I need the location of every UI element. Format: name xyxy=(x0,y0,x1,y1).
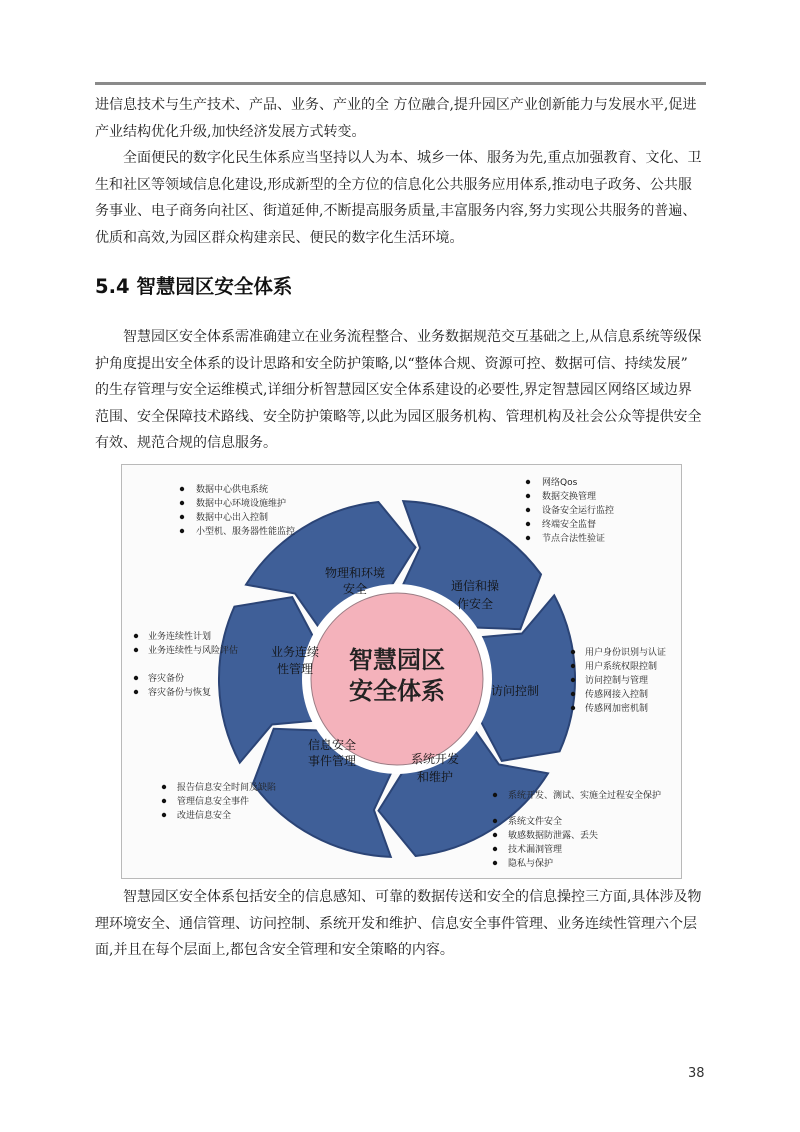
text-line: 范围、安全保障技术路线、安全防护策略等,以此为园区服务机构、管理机构及社会公众等提供安全 xyxy=(95,408,702,425)
section-heading: 5.4 智慧园区安全体系 xyxy=(95,275,293,298)
list-item: 容灾备份与恢复 xyxy=(148,688,212,698)
list-item: 容灾备份 xyxy=(148,674,185,684)
text-line: 务事业、电子商务向社区、街道延伸,不断提高服务质量,丰富服务内容,努力实现公共服务的普遍、 xyxy=(95,203,697,219)
segment-label-continuity: 性管理 xyxy=(276,662,314,676)
segment-label-development: 系统开发 xyxy=(410,752,460,766)
list-item: 业务连续性计划 xyxy=(148,632,212,642)
list-access xyxy=(571,646,666,714)
list-item: 敏感数据防泄露、丢失 xyxy=(508,831,599,841)
list-item: 隐私与保护 xyxy=(508,859,554,869)
center-title-line: 智慧园区 xyxy=(349,646,445,674)
text-line: 智慧园区安全体系需准确建立在业务流程整合、业务数据规范交互基础之上,从信息系统等级保 xyxy=(123,329,702,345)
paragraph-integration xyxy=(95,92,706,145)
list-item: 传感网加密机制 xyxy=(585,704,649,714)
list-item: 业务连续性与风险评估 xyxy=(148,646,239,656)
list-item: 改进信息安全 xyxy=(177,811,232,821)
segment-label-development: 和维护 xyxy=(416,770,454,784)
paragraph-livelihood xyxy=(95,145,706,251)
text-line: 理环境安全、通信管理、访问控制、系统开发和维护、信息安全事件管理、业务连续性管理六个层 xyxy=(95,915,697,932)
list-item: 数据交换管理 xyxy=(542,492,597,502)
text-line: 生和社区等领域信息化建设,形成新型的全方位的信息化公共服务应用体系,推动电子政务、公共服 xyxy=(95,176,692,193)
list-item: 节点合法性验证 xyxy=(542,534,606,544)
center-title-line: 安全体系 xyxy=(349,677,445,705)
text-line: 的生存管理与安全运维模式,详细分析智慧园区安全体系建设的必要性,界定智慧园区网络区域边界 xyxy=(95,382,692,398)
list-item: 设备安全运行监控 xyxy=(542,506,615,516)
list-item: 系统文件安全 xyxy=(508,817,563,827)
segment-label-incident: 事件管理 xyxy=(307,754,357,768)
text-line: 护角度提出安全体系的设计思路和安全防护策略,以“整体合规、资源可控、数据可信、持续发展” xyxy=(95,355,688,372)
list-item: 访问控制与管理 xyxy=(585,676,649,686)
text-line: 优质和高效,为园区群众构建亲民、便民的数字化生活环境。 xyxy=(95,229,464,246)
list-item: 系统开发、测试、实施全过程安全保护 xyxy=(508,791,662,801)
paragraph-security-layers xyxy=(95,884,706,964)
text-line: 智慧园区安全体系包括安全的信息感知、可靠的数据传送和安全的信息操控三方面,具体涉及物 xyxy=(123,889,702,905)
segment-label-physical: 安全 xyxy=(342,582,368,596)
segment-label-physical: 物理和环境 xyxy=(324,566,386,580)
list-item: 用户身份识别与认证 xyxy=(585,648,667,658)
list-item: 技术漏洞管理 xyxy=(508,845,563,855)
text-line: 产业结构优化升级,加快经济发展方式转变。 xyxy=(95,123,366,140)
page-number: 38 xyxy=(688,1066,705,1081)
list-item: 终端安全监督 xyxy=(542,520,597,530)
list-communication xyxy=(526,476,614,544)
security-system-diagram xyxy=(121,464,682,879)
paragraph-security-intro xyxy=(95,324,706,457)
list-physical xyxy=(180,483,295,537)
list-item: 数据中心出入控制 xyxy=(196,513,269,523)
list-item: 报告信息安全时间及缺陷 xyxy=(177,783,277,793)
segment-label-access: 访问控制 xyxy=(490,684,540,698)
header-rule xyxy=(95,82,706,85)
segment-label-communication: 作安全 xyxy=(456,597,494,611)
text-line: 面,并且在每个层面上,都包含安全管理和安全策略的内容。 xyxy=(95,942,454,958)
list-item: 传感网接入控制 xyxy=(585,690,649,700)
text-line: 有效、规范合规的信息服务。 xyxy=(95,435,277,451)
list-item: 数据中心供电系统 xyxy=(196,485,269,495)
list-incident xyxy=(162,781,276,821)
list-item: 管理信息安全事件 xyxy=(177,797,250,807)
segment-label-communication: 通信和操 xyxy=(450,579,500,593)
text-line: 进信息技术与生产技术、产品、业务、产业的全 方位融合,提升园区产业创新能力与发展水平,促进 xyxy=(95,97,697,113)
list-item: 数据中心环境设施维护 xyxy=(196,499,287,509)
text-line: 全面便民的数字化民生体系应当坚持以人为本、城乡一体、服务为先,重点加强教育、文化、卫 xyxy=(123,150,702,166)
segment-label-continuity: 业务连续 xyxy=(270,645,320,659)
list-item: 小型机、服务器性能监控 xyxy=(196,527,296,537)
list-item: 网络Qos xyxy=(542,478,578,488)
segment-label-incident: 信息安全 xyxy=(307,738,357,752)
list-item: 用户系统权限控制 xyxy=(585,662,658,672)
